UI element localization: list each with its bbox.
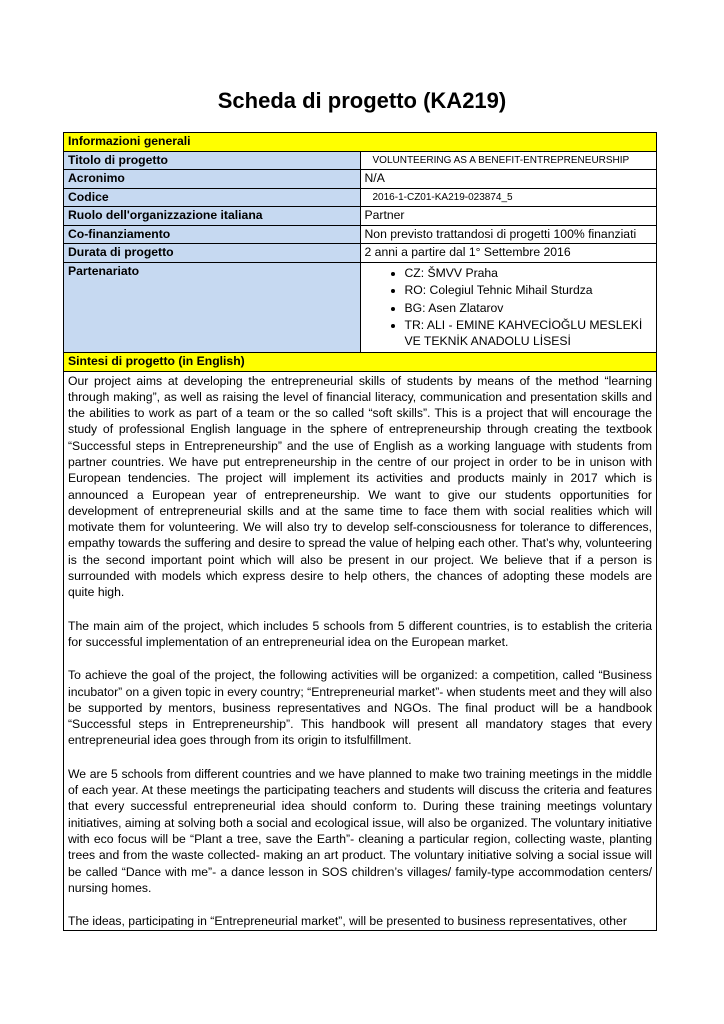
- summary-paragraph: To achieve the goal of the project, the following activities will be organized: a competition, called “Business incubator” on a given topic in every country; “Entrepreneurial market”- when students meet and they will also be supported by mentors, business representatives and NGOs. The final product will be a handbook “Successful steps in Entrepreneurship”. This handbook will present all mandatory stages that every entrepreneurial idea goes through from its origin to itsfulfillment.: [68, 668, 652, 748]
- field-value-code: 2016-1-CZ01-KA219-023874_5: [360, 188, 657, 207]
- section-heading-general: Informazioni generali: [64, 133, 657, 152]
- field-value-cofinancing: Non previsto trattandosi di progetti 100% finanziati: [360, 225, 657, 244]
- field-label-title: Titolo di progetto: [64, 151, 361, 170]
- partner-item: • TR: ALI - EMINE KAHVECİOĞLU MESLEKİ VE TEKNİK ANADOLU LİSESİ: [405, 318, 653, 349]
- summary-paragraph: The ideas, participating in “Entrepreneurial market”, will be presented to business representatives, other: [68, 914, 627, 929]
- field-value-partnership: [360, 262, 657, 353]
- partner-item: • RO: Colegiul Tehnic Mihail Sturdza: [405, 283, 653, 299]
- summary-row: [64, 371, 657, 931]
- field-value-duration: 2 anni a partire dal 1° Settembre 2016: [360, 244, 657, 263]
- field-row-title: [64, 151, 657, 170]
- field-label-partnership: Partenariato: [64, 262, 361, 353]
- summary-paragraph: Our project aims at developing the entrepreneurial skills of students by means of the method “learning through making”, as well as raising the level of financial literacy, communication and presentation skills and the abilities to work as part of a team or the so called “soft skills”. This is a project that will encourage the study of professional English language in the sphere of entrepreneurship through creating the textbook “Successful steps in Entrepreneurship” and the use of English as a working language with students from partner countries. We have put entrepreneurship in the centre of our project in order to be in unison with European tendencies. The project will implement its activities and products mainly in 2017 which is announced a European year of entrepreneurship. We want to give our students opportunities for development of entrepreneurial skills and at the same time to face them with social realities which will motivate them for volunteering. We will also try to develop self-consciousness for tolerance to differences, empathy towards the suffering and desire to spread the value of helping each other. That’s why, volunteering is the second important point which will also be present in our project. We believe that if a person is surrounded with models which express desire to help others, the chances of adopting these models are quite high.: [68, 373, 652, 600]
- summary-text: [64, 371, 657, 931]
- field-row-cofinancing: [64, 225, 657, 244]
- field-label-duration: Durata di progetto: [64, 244, 361, 263]
- field-label-acronym: Acronimo: [64, 170, 361, 189]
- field-value-title: VOLUNTEERING AS A BENEFIT-ENTREPRENEURSHIP: [360, 151, 657, 170]
- field-row-acronym: [64, 170, 657, 189]
- field-row-partnership: [64, 262, 657, 353]
- field-row-duration: [64, 244, 657, 263]
- partner-item: • CZ: ŠMVV Praha: [405, 266, 653, 282]
- section-row-general: [64, 133, 657, 152]
- summary-paragraph: We are 5 schools from different countries and we have planned to make two training meetings in the middle of each year. At these meetings the participating teachers and students will discuss the criteria and features that every successful entrepreneurial idea should conform to. During these training meetings voluntary initiatives, aiming at solving both a social and ecological issue, will also be organized. The voluntary initiative with eco focus will be “Plant a tree, save the Earth”- cleaning a particular region, collecting waste, planting trees and from the waste collected- making an art product. The voluntary initiative solving a social issue will be called “Dance with me”- a dance lesson in SOS children’s villages/ family-type accommodation centers/ nursing homes.: [68, 766, 652, 895]
- section-row-summary: [64, 353, 657, 372]
- field-label-cofinancing: Co-finanziamento: [64, 225, 361, 244]
- field-row-code: [64, 188, 657, 207]
- field-label-role: Ruolo dell'organizzazione italiana: [64, 207, 361, 226]
- section-heading-summary: Sintesi di progetto (in English): [64, 353, 657, 372]
- summary-paragraph: The main aim of the project, which includes 5 schools from 5 different countries, is to establish the criteria for successful implementation of an entrepreneurial idea on the European market.: [68, 618, 652, 649]
- partner-item: • BG: Asen Zlatarov: [405, 301, 653, 317]
- project-sheet-table: [63, 132, 657, 931]
- partner-list: [365, 266, 653, 350]
- field-row-role: [64, 207, 657, 226]
- field-value-acronym: N/A: [360, 170, 657, 189]
- document-title: Scheda di progetto (KA219): [217, 88, 507, 113]
- field-value-role: Partner: [360, 207, 657, 226]
- field-label-code: Codice: [64, 188, 361, 207]
